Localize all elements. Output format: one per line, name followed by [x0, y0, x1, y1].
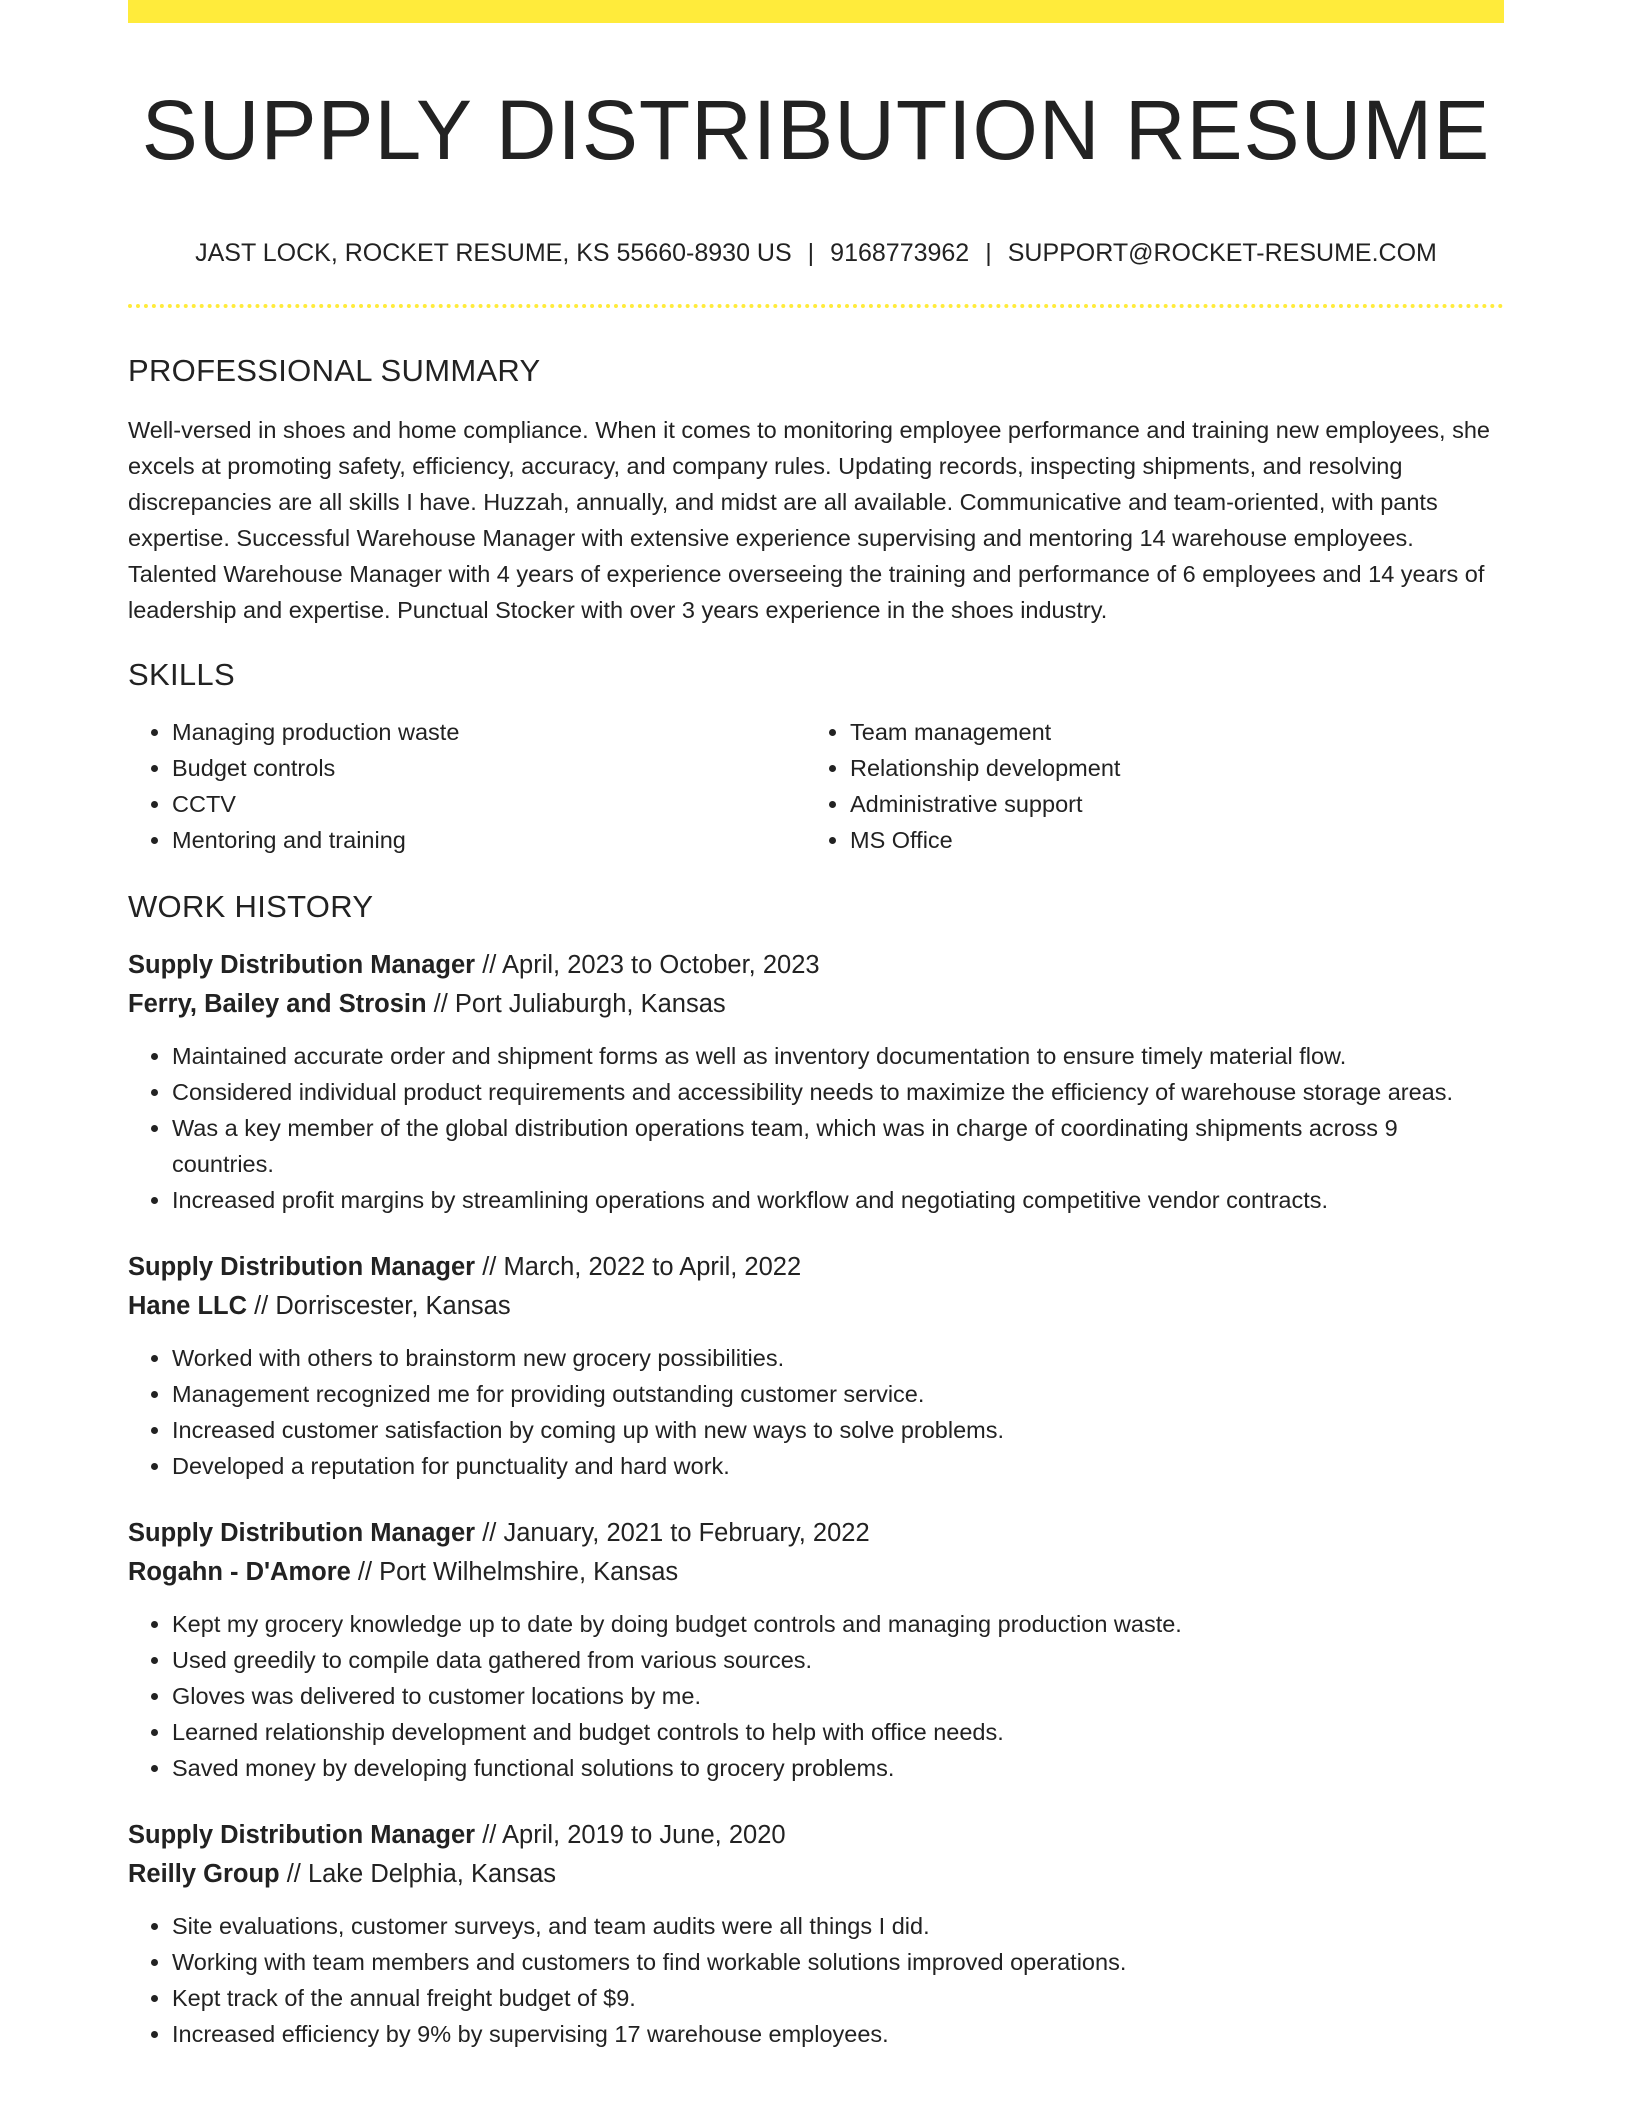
contact-address: JAST LOCK, ROCKET RESUME, KS 55660-8930 US [195, 239, 792, 267]
job-company-line [128, 1287, 1504, 1326]
job-bullet: • Increased customer satisfaction by coming up with new ways to solve problems. [172, 1412, 1504, 1448]
skill-item: • Team management [850, 714, 1484, 750]
job-bullet: • Developed a reputation for punctuality and hard work. [172, 1448, 1504, 1484]
job-bullet: • Saved money by developing functional solutions to grocery problems. [172, 1750, 1504, 1786]
job-bullet: • Kept track of the annual freight budget of $9. [172, 1980, 1504, 2016]
job-bullet: • Gloves was delivered to customer locations by me. [172, 1678, 1504, 1714]
job-dates: // January, 2021 to February, 2022 [475, 1519, 870, 1547]
job-entry [128, 946, 1504, 1218]
job-bullet: • Learned relationship development and budget controls to help with office needs. [172, 1714, 1504, 1750]
job-company: Rogahn - D'Amore [128, 1558, 351, 1586]
work-history-heading: WORK HISTORY [128, 889, 374, 924]
skill-item: • MS Office [850, 822, 1484, 858]
summary-heading: PROFESSIONAL SUMMARY [128, 353, 541, 388]
job-bullet: • Increased efficiency by 9% by supervising 17 warehouse employees. [172, 2016, 1504, 2052]
job-bullet: • Management recognized me for providing outstanding customer service. [172, 1376, 1504, 1412]
skill-item: • CCTV [172, 786, 806, 822]
job-bullets [128, 1340, 1504, 1484]
job-location: // Port Wilhelmshire, Kansas [350, 1558, 679, 1586]
job-location: // Dorriscester, Kansas [247, 1292, 511, 1320]
job-dates: // March, 2022 to April, 2022 [475, 1253, 802, 1281]
job-bullets [128, 1908, 1504, 2052]
job-bullet: • Considered individual product requirements and accessibility needs to maximize the efficiency of warehouse storage areas. [172, 1074, 1504, 1110]
skill-item: • Managing production waste [172, 714, 806, 750]
contact-phone: 9168773962 [830, 239, 970, 267]
job-title-line [128, 946, 1504, 985]
job-bullet: • Increased profit margins by streamlining operations and workflow and negotiating competitive vendor contracts. [172, 1182, 1504, 1218]
job-entry [128, 1514, 1504, 1786]
skill-item: • Budget controls [172, 750, 806, 786]
contact-email: SUPPORT@ROCKET-RESUME.COM [1007, 239, 1437, 267]
job-bullets [128, 1038, 1504, 1218]
job-bullet: • Kept my grocery knowledge up to date by doing budget controls and managing production waste. [172, 1606, 1504, 1642]
job-dates: // April, 2019 to June, 2020 [475, 1821, 786, 1849]
job-bullet: • Maintained accurate order and shipment forms as well as inventory documentation to ensure timely material flow. [172, 1038, 1504, 1074]
job-company-line [128, 985, 1504, 1024]
job-bullets [128, 1606, 1504, 1786]
job-location: // Lake Delphia, Kansas [279, 1860, 557, 1888]
job-bullet: • Worked with others to brainstorm new grocery possibilities. [172, 1340, 1504, 1376]
job-bullet: • Site evaluations, customer surveys, and team audits were all things I did. [172, 1908, 1504, 1944]
job-title-line [128, 1248, 1504, 1287]
job-company-line [128, 1855, 1504, 1894]
skills-list [128, 714, 1504, 858]
job-title: Supply Distribution Manager [128, 1253, 476, 1281]
skill-item: • Administrative support [850, 786, 1484, 822]
header-divider [128, 304, 1504, 308]
job-company: Ferry, Bailey and Strosin [128, 990, 427, 1018]
skill-item: • Relationship development [850, 750, 1484, 786]
job-bullet: • Was a key member of the global distribution operations team, which was in charge of coordinating shipments across 9 countries. [172, 1110, 1504, 1182]
contact-line [128, 238, 1504, 268]
contact-separator: | [985, 239, 992, 267]
job-title: Supply Distribution Manager [128, 951, 476, 979]
job-title-line [128, 1514, 1504, 1553]
job-location: // Port Juliaburgh, Kansas [426, 990, 726, 1018]
job-company-line [128, 1553, 1504, 1592]
job-entry [128, 1248, 1504, 1484]
contact-separator: | [807, 239, 815, 267]
job-entry [128, 1816, 1504, 2052]
job-title: Supply Distribution Manager [128, 1519, 476, 1547]
resume-title: SUPPLY DISTRIBUTION RESUME [141, 83, 1491, 177]
job-title-line [128, 1816, 1504, 1855]
skills-heading: SKILLS [128, 657, 235, 692]
skill-item: • Mentoring and training [172, 822, 806, 858]
skills-column-right [806, 714, 1484, 858]
job-title: Supply Distribution Manager [128, 1821, 476, 1849]
job-company: Hane LLC [128, 1292, 248, 1320]
resume-content [128, 0, 1504, 2052]
job-company: Reilly Group [128, 1860, 280, 1888]
job-bullet: • Working with team members and customers to find workable solutions improved operations. [172, 1944, 1504, 1980]
job-bullet: • Used greedily to compile data gathered from various sources. [172, 1642, 1504, 1678]
skills-column-left [128, 714, 806, 858]
job-dates: // April, 2023 to October, 2023 [475, 951, 820, 979]
summary-text: Well-versed in shoes and home compliance. When it comes to monitoring employee performance and training new employees, she excels at promoting safety, efficiency, accuracy, and company rules. Updating records, inspecting shipments, and resolving discrepancies are all skills I have. Huzzah, annually, and midst are all available. Communicative and team-oriented, with pants expertise. Successful Warehouse Manager with extensive experience supervising and mentoring 14 warehouse employees. Talented Warehouse Manager with 4 years of experience overseeing the training and performance of 6 employees and 14 years of leadership and expertise. Punctual Stocker with over 3 years experience in the shoes industry. [128, 417, 1490, 623]
